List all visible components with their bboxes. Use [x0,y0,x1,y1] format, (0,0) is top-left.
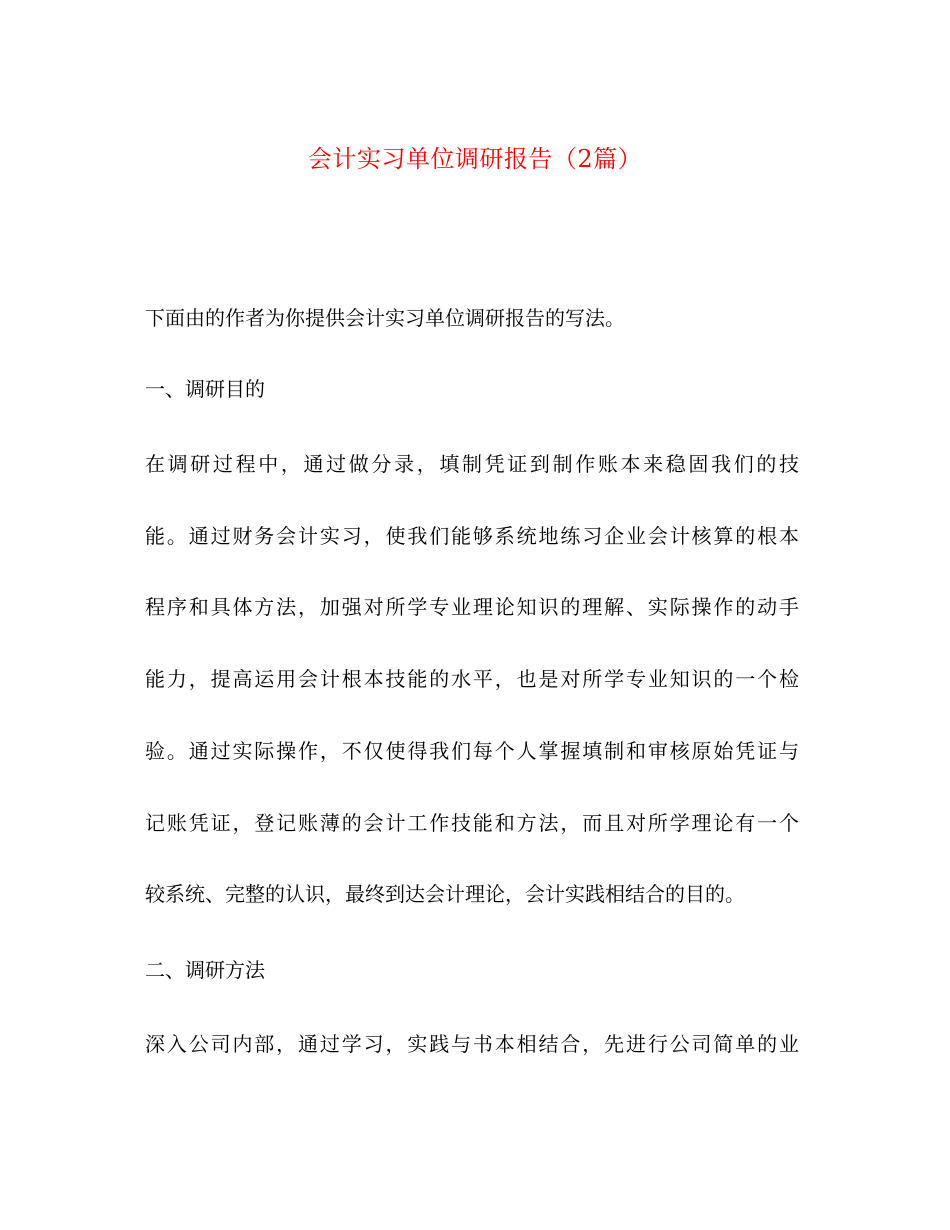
paragraph-line: 在调研过程中，通过做分录，填制凭证到制作账本来稳固我们的技 [145,452,799,476]
paragraph-line: 能。通过财务会计实习，使我们能够系统地练习企业会计核算的根本 [145,524,799,548]
paragraph-line: 深入公司内部，通过学习，实践与书本相结合，先进行公司简单的业 [145,1032,799,1056]
paragraph-line: 较系统、完整的认识，最终到达会计理论，会计实践相结合的目的。 [145,882,745,906]
paragraph-line: 记账凭证，登记账薄的会计工作技能和方法，而且对所学理论有一个 [145,811,799,835]
paragraph-line: 验。通过实际操作，不仅使得我们每个人掌握填制和审核原始凭证与 [145,739,799,763]
document-title: 会计实习单位调研报告（2篇） [307,145,643,173]
paragraph-line: 能力，提高运用会计根本技能的水平，也是对所学专业知识的一个检 [145,667,799,691]
section-heading-method: 二、调研方法 [145,958,265,982]
intro-line: 下面由的作者为你提供会计实习单位调研报告的写法。 [145,306,625,330]
paragraph-line: 程序和具体方法，加强对所学专业理论知识的理解、实际操作的动手 [145,595,799,619]
section-heading-purpose: 一、调研目的 [145,377,265,401]
